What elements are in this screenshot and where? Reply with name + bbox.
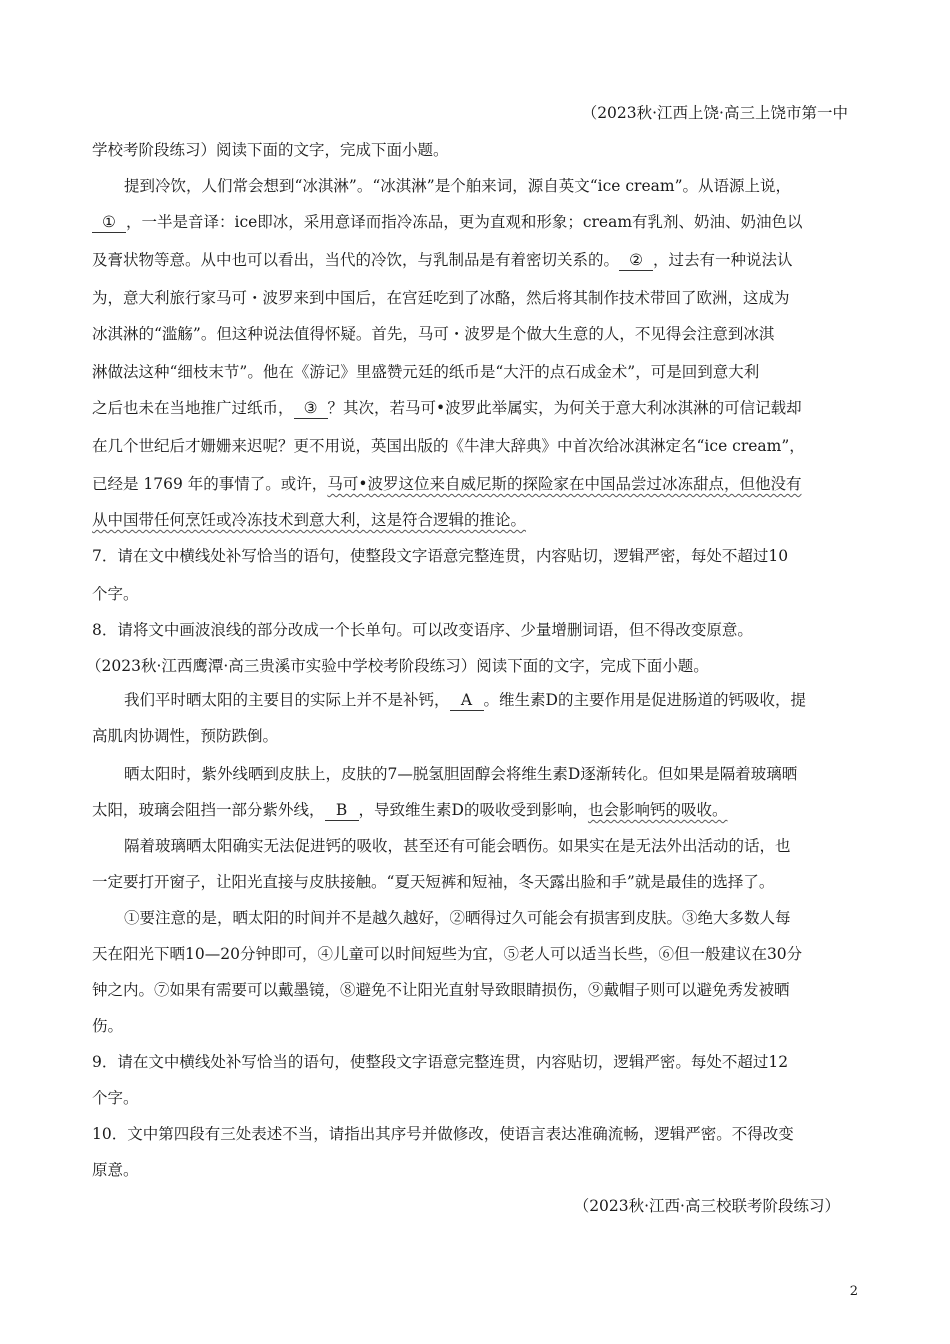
source-citation-2: （2023秋·江西鹰潭·高三贵溪市实验中学校考阶段练习）阅读下面的文字，完成下面小题。	[86, 657, 709, 675]
wavy-underlined-text: 马可•波罗这位来自威尼斯的探险家在中国品尝过冰冻甜点，但他没有	[327, 475, 802, 493]
question-10-line-2: 原意。	[92, 1161, 139, 1179]
passage2-para4-line-1: ①要注意的是，晒太阳的时间并不是越久越好，②晒得过久可能会有损害到皮肤。③绝大多数人每	[124, 909, 791, 927]
passage1-line-1: 提到冷饮，人们常会想到“冰淇淋”。“冰淇淋”是个舶来词，源自英文“ice cream”。从语源上说，	[124, 177, 791, 195]
source-citation-1-tail: （2023秋·江西上饶·高三上饶市第一中	[581, 104, 848, 122]
passage2-para1-line-2: 高肌肉协调性，预防跌倒。	[92, 727, 279, 745]
passage1-line-3: 及膏状物等意。从中也可以看出，当代的冷饮，与乳制品是有着密切关系的。 ② ，过去有一种说法认	[92, 251, 793, 269]
question-7-line-1: 7．请在文中横线处补写恰当的语句，使整段文字语意完整连贯，内容贴切，逻辑严密，每处不超过10	[92, 547, 789, 565]
question-9-line-2: 个字。	[92, 1089, 139, 1107]
question-9-line-1: 9．请在文中横线处补写恰当的语句，使整段文字语意完整连贯，内容贴切，逻辑严密。每处不超过12	[92, 1053, 789, 1071]
passage1-line-8: 在几个世纪后才姗姗来迟呢？更不用说，英国出版的《牛津大辞典》中首次给冰淇淋定名“ice cream”，	[92, 437, 805, 455]
passage1-line-9: 已经是 1769 年的事情了。或许，马可•波罗这位来自威尼斯的探险家在中国品尝过冰冻甜点，但他没有	[92, 475, 802, 493]
question-10-line-1: 10．文中第四段有三处表述不当，请指出其序号并做修改，使语言表达准确流畅，逻辑严密。不得改变	[92, 1125, 794, 1143]
source-citation-3: （2023秋·江西·高三校联考阶段练习）	[573, 1197, 840, 1215]
question-8: 8．请将文中画波浪线的部分改成一个长单句。可以改变语序、少量增删词语，但不得改变原意。	[92, 621, 753, 639]
blank-2: ②	[619, 250, 653, 271]
passage1-line-5: 冰淇淋的“滥觞”。但这种说法值得怀疑。首先，马可・波罗是个做大生意的人，不见得会注意到冰淇	[92, 325, 775, 343]
passage1-line-2: ① ，一半是音译：ice即冰，采用意译而指冷冻品，更为直观和形象；cream有乳剂、奶油、奶油色以	[92, 212, 862, 233]
passage2-para3-line-2: 一定要打开窗子，让阳光直接与皮肤接触。“夏天短裤和短袖，冬天露出脸和手”就是最佳的选择了。	[92, 873, 775, 891]
blank-A: A	[450, 690, 484, 711]
wavy-underlined-text-cont: 从中国带任何烹饪或冷冻技术到意大利，这是符合逻辑的推论。	[92, 511, 527, 529]
passage2-para4-line-3: 钟之内。⑦如果有需要可以戴墨镜，⑧避免不让阳光直射导致眼睛损伤，⑨戴帽子则可以避免秀发被晒	[92, 981, 790, 999]
blank-1: ①	[92, 212, 126, 233]
passage1-line-7: 之后也未在当地推广过纸币， ③ ？其次，若马可•波罗此举属实，为何关于意大利冰淇淋的可信记载却	[92, 399, 802, 417]
passage2-para4-line-2: 天在阳光下晒10—20分钟即可，④儿童可以时间短些为宜，⑤老人可以适当长些，⑥但一般建议在30分	[92, 945, 803, 963]
page-number: 2	[849, 1284, 858, 1299]
passage1-line-6: 淋做法这种“细枝末节”。他在《游记》里盛赞元廷的纸币是“大汗的点石成金术”，可是回到意大利	[92, 363, 760, 381]
passage2-para2-line-1: 晒太阳时，紫外线晒到皮肤上，皮肤的7—脱氢胆固醇会将维生素D逐渐转化。但如果是隔着玻璃晒	[124, 765, 798, 783]
blank-3: ③	[294, 398, 328, 419]
source-citation-1-head: 学校考阶段练习）阅读下面的文字，完成下面小题。	[92, 141, 449, 159]
wavy-underlined-text-2: 也会影响钙的吸收。	[587, 801, 728, 819]
passage1-line-10	[92, 510, 862, 530]
question-7-line-2: 个字。	[92, 585, 139, 603]
blank-B: B	[325, 800, 359, 821]
passage2-para1-line-1: 我们平时晒太阳的主要目的实际上并不是补钙， A 。维生素D的主要作用是促进肠道的钙吸收，提	[124, 691, 806, 709]
passage1-line-4: 为，意大利旅行家马可・波罗来到中国后，在宫廷吃到了冰酪，然后将其制作技术带回了欧洲，这成为	[92, 289, 790, 307]
passage2-para3-line-1: 隔着玻璃晒太阳确实无法促进钙的吸收，甚至还有可能会晒伤。如果实在是无法外出活动的话，也	[124, 837, 791, 855]
passage2-para2-line-2: 太阳，玻璃会阻挡一部分紫外线， B ，导致维生素D的吸收受到影响，也会影响钙的吸收。	[92, 801, 728, 819]
passage2-para4-line-4: 伤。	[92, 1017, 124, 1035]
